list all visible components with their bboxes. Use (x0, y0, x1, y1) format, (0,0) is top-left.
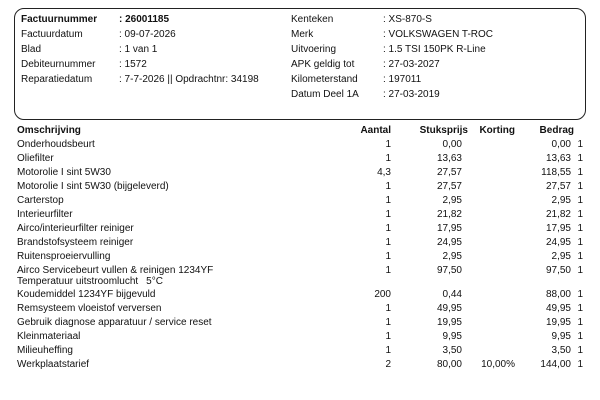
invoice-date-row (21, 28, 291, 42)
mileage-row (291, 73, 581, 87)
row-vat-code: 1 (577, 167, 583, 178)
row-amount: 97,50 (545, 265, 571, 276)
table-row (14, 344, 586, 358)
variant-label: Uitvoering (291, 44, 337, 55)
row-description: Gebruik diagnose apparatuur / service reset (17, 317, 212, 328)
row-vat-code: 1 (577, 359, 583, 370)
row-description: Carterstop (17, 195, 64, 206)
brand-label: Merk (291, 29, 314, 40)
row-vat-code: 1 (577, 265, 583, 276)
row-unit-price: 2,95 (442, 251, 462, 262)
table-row (14, 302, 586, 316)
row-unit-price: 49,95 (436, 303, 462, 314)
row-quantity: 200 (374, 289, 391, 300)
row-unit-price: 27,57 (436, 181, 462, 192)
row-vat-code: 1 (577, 237, 583, 248)
apk-valid-until-label: APK geldig tot (291, 59, 355, 70)
row-unit-price: 9,95 (442, 331, 462, 342)
page-value: : 1 van 1 (119, 44, 158, 55)
debtor-number-row (21, 58, 291, 72)
page-row (21, 43, 291, 57)
table-row (14, 194, 586, 208)
row-description: Koudemiddel 1234YF bijgevuld (17, 289, 156, 300)
row-description: Airco Servicebeurt vullen & reinigen 1234YF (17, 265, 214, 276)
row-quantity: 4,3 (377, 167, 391, 178)
table-row (14, 358, 586, 372)
page-label: Blad (21, 44, 42, 55)
row-unit-price: 2,95 (442, 195, 462, 206)
row-amount: 3,50 (551, 345, 571, 356)
table-row (14, 222, 586, 236)
repair-date-label: Reparatiedatum (21, 74, 93, 85)
row-unit-price: 80,00 (436, 359, 462, 370)
row-vat-code: 1 (577, 289, 583, 300)
invoice-number-row (21, 13, 291, 27)
table-row (14, 152, 586, 166)
date-part-1a-row (291, 88, 581, 102)
row-vat-code: 1 (577, 303, 583, 314)
table-row (14, 236, 586, 250)
row-note-value: 5°C (146, 276, 163, 287)
row-unit-price: 13,63 (436, 153, 462, 164)
row-description: Interieurfilter (17, 209, 73, 220)
row-quantity: 1 (385, 153, 391, 164)
row-amount: 27,57 (545, 181, 571, 192)
table-row (14, 288, 586, 302)
variant-value: : 1.5 TSI 150PK R-Line (383, 44, 486, 55)
row-note (14, 276, 586, 287)
debtor-number-label: Debiteurnummer (21, 59, 96, 70)
row-description: Remsysteem vloeistof verversen (17, 303, 162, 314)
row-vat-code: 1 (577, 209, 583, 220)
row-quantity: 1 (385, 139, 391, 150)
table-row (14, 180, 586, 194)
row-vat-code: 1 (577, 139, 583, 150)
row-amount: 19,95 (545, 317, 571, 328)
row-description: Motorolie I sint 5W30 (bijgeleverd) (17, 181, 169, 192)
row-quantity: 1 (385, 209, 391, 220)
row-amount: 13,63 (545, 153, 571, 164)
row-amount: 2,95 (551, 251, 571, 262)
row-quantity: 1 (385, 265, 391, 276)
table-row (14, 166, 586, 180)
row-vat-code: 1 (577, 223, 583, 234)
table-body (14, 138, 586, 372)
apk-valid-until-value: : 27-03-2027 (383, 59, 440, 70)
license-plate-row (291, 13, 581, 27)
row-unit-price: 3,50 (442, 345, 462, 356)
row-quantity: 1 (385, 181, 391, 192)
row-amount: 9,95 (551, 331, 571, 342)
row-unit-price: 0,44 (442, 289, 462, 300)
debtor-number-value: : 1572 (119, 59, 147, 70)
row-description: Werkplaatstarief (17, 359, 90, 370)
row-amount: 118,55 (541, 167, 571, 178)
date-part-1a-label: Datum Deel 1A (291, 89, 359, 100)
row-quantity: 1 (385, 251, 391, 262)
row-vat-code: 1 (577, 331, 583, 342)
row-quantity: 1 (385, 195, 391, 206)
row-description: Oliefilter (17, 153, 54, 164)
row-amount: 49,95 (545, 303, 571, 314)
row-amount: 21,82 (545, 209, 571, 220)
row-description: Brandstofsysteem reiniger (17, 237, 134, 248)
row-quantity: 1 (385, 303, 391, 314)
row-amount: 17,95 (545, 223, 571, 234)
table-row (14, 330, 586, 344)
row-unit-price: 24,95 (436, 237, 462, 248)
row-description: Kleinmateriaal (17, 331, 81, 342)
row-amount: 0,00 (551, 139, 571, 150)
invoice-date-label: Factuurdatum (21, 29, 83, 40)
row-vat-code: 1 (577, 195, 583, 206)
repair-date-value: : 7-7-2026 || Opdrachtnr: 34198 (119, 74, 259, 85)
table-row (14, 208, 586, 222)
column-header-discount: Korting (479, 125, 515, 136)
row-vat-code: 1 (577, 251, 583, 262)
table-row (14, 250, 586, 264)
table-header (14, 124, 586, 138)
invoice-date-value: : 09-07-2026 (119, 29, 176, 40)
variant-row (291, 43, 581, 57)
row-description: Airco/interieurfilter reiniger (17, 223, 134, 234)
row-unit-price: 27,57 (436, 167, 462, 178)
row-quantity: 1 (385, 345, 391, 356)
row-unit-price: 19,95 (436, 317, 462, 328)
row-amount: 24,95 (545, 237, 571, 248)
column-header-amount: Bedrag (539, 125, 574, 136)
row-description: Motorolie I sint 5W30 (17, 167, 111, 178)
invoice-lines-table (14, 124, 586, 372)
row-description: Ruitensproeiervulling (17, 251, 111, 262)
row-unit-price: 97,50 (436, 265, 462, 276)
row-amount: 2,95 (551, 195, 571, 206)
column-header-unit-price: Stuksprijs (419, 125, 468, 136)
date-part-1a-value: : 27-03-2019 (383, 89, 440, 100)
row-amount: 88,00 (545, 289, 571, 300)
license-plate-label: Kenteken (291, 14, 334, 25)
invoice-number-value: : 26001185 (119, 14, 170, 25)
row-quantity: 1 (385, 237, 391, 248)
row-description: Milieuheffing (17, 345, 73, 356)
license-plate-value: : XS-870-S (383, 14, 432, 25)
brand-row (291, 28, 581, 42)
row-note-label: Temperatuur uitstroomlucht (17, 276, 139, 287)
row-vat-code: 1 (577, 153, 583, 164)
row-vat-code: 1 (577, 317, 583, 328)
apk-valid-until-row (291, 58, 581, 72)
row-quantity: 1 (385, 317, 391, 328)
row-vat-code: 1 (577, 345, 583, 356)
row-quantity: 1 (385, 331, 391, 342)
table-row (14, 316, 586, 330)
row-vat-code: 1 (577, 181, 583, 192)
row-unit-price: 17,95 (436, 223, 462, 234)
row-discount: 10,00% (481, 359, 515, 370)
brand-value: : VOLKSWAGEN T-ROC (383, 29, 494, 40)
table-row (14, 138, 586, 152)
row-quantity: 1 (385, 223, 391, 234)
column-header-quantity: Aantal (360, 125, 391, 136)
row-unit-price: 0,00 (442, 139, 462, 150)
row-description: Onderhoudsbeurt (17, 139, 95, 150)
invoice-header-box (14, 8, 586, 120)
invoice-number-label: Factuurnummer (21, 14, 98, 25)
row-unit-price: 21,82 (436, 209, 462, 220)
column-header-description: Omschrijving (17, 125, 81, 136)
mileage-value: : 197011 (383, 74, 422, 85)
mileage-label: Kilometerstand (291, 74, 358, 85)
repair-date-row (21, 73, 291, 87)
row-quantity: 2 (385, 359, 391, 370)
row-amount: 144,00 (540, 359, 571, 370)
